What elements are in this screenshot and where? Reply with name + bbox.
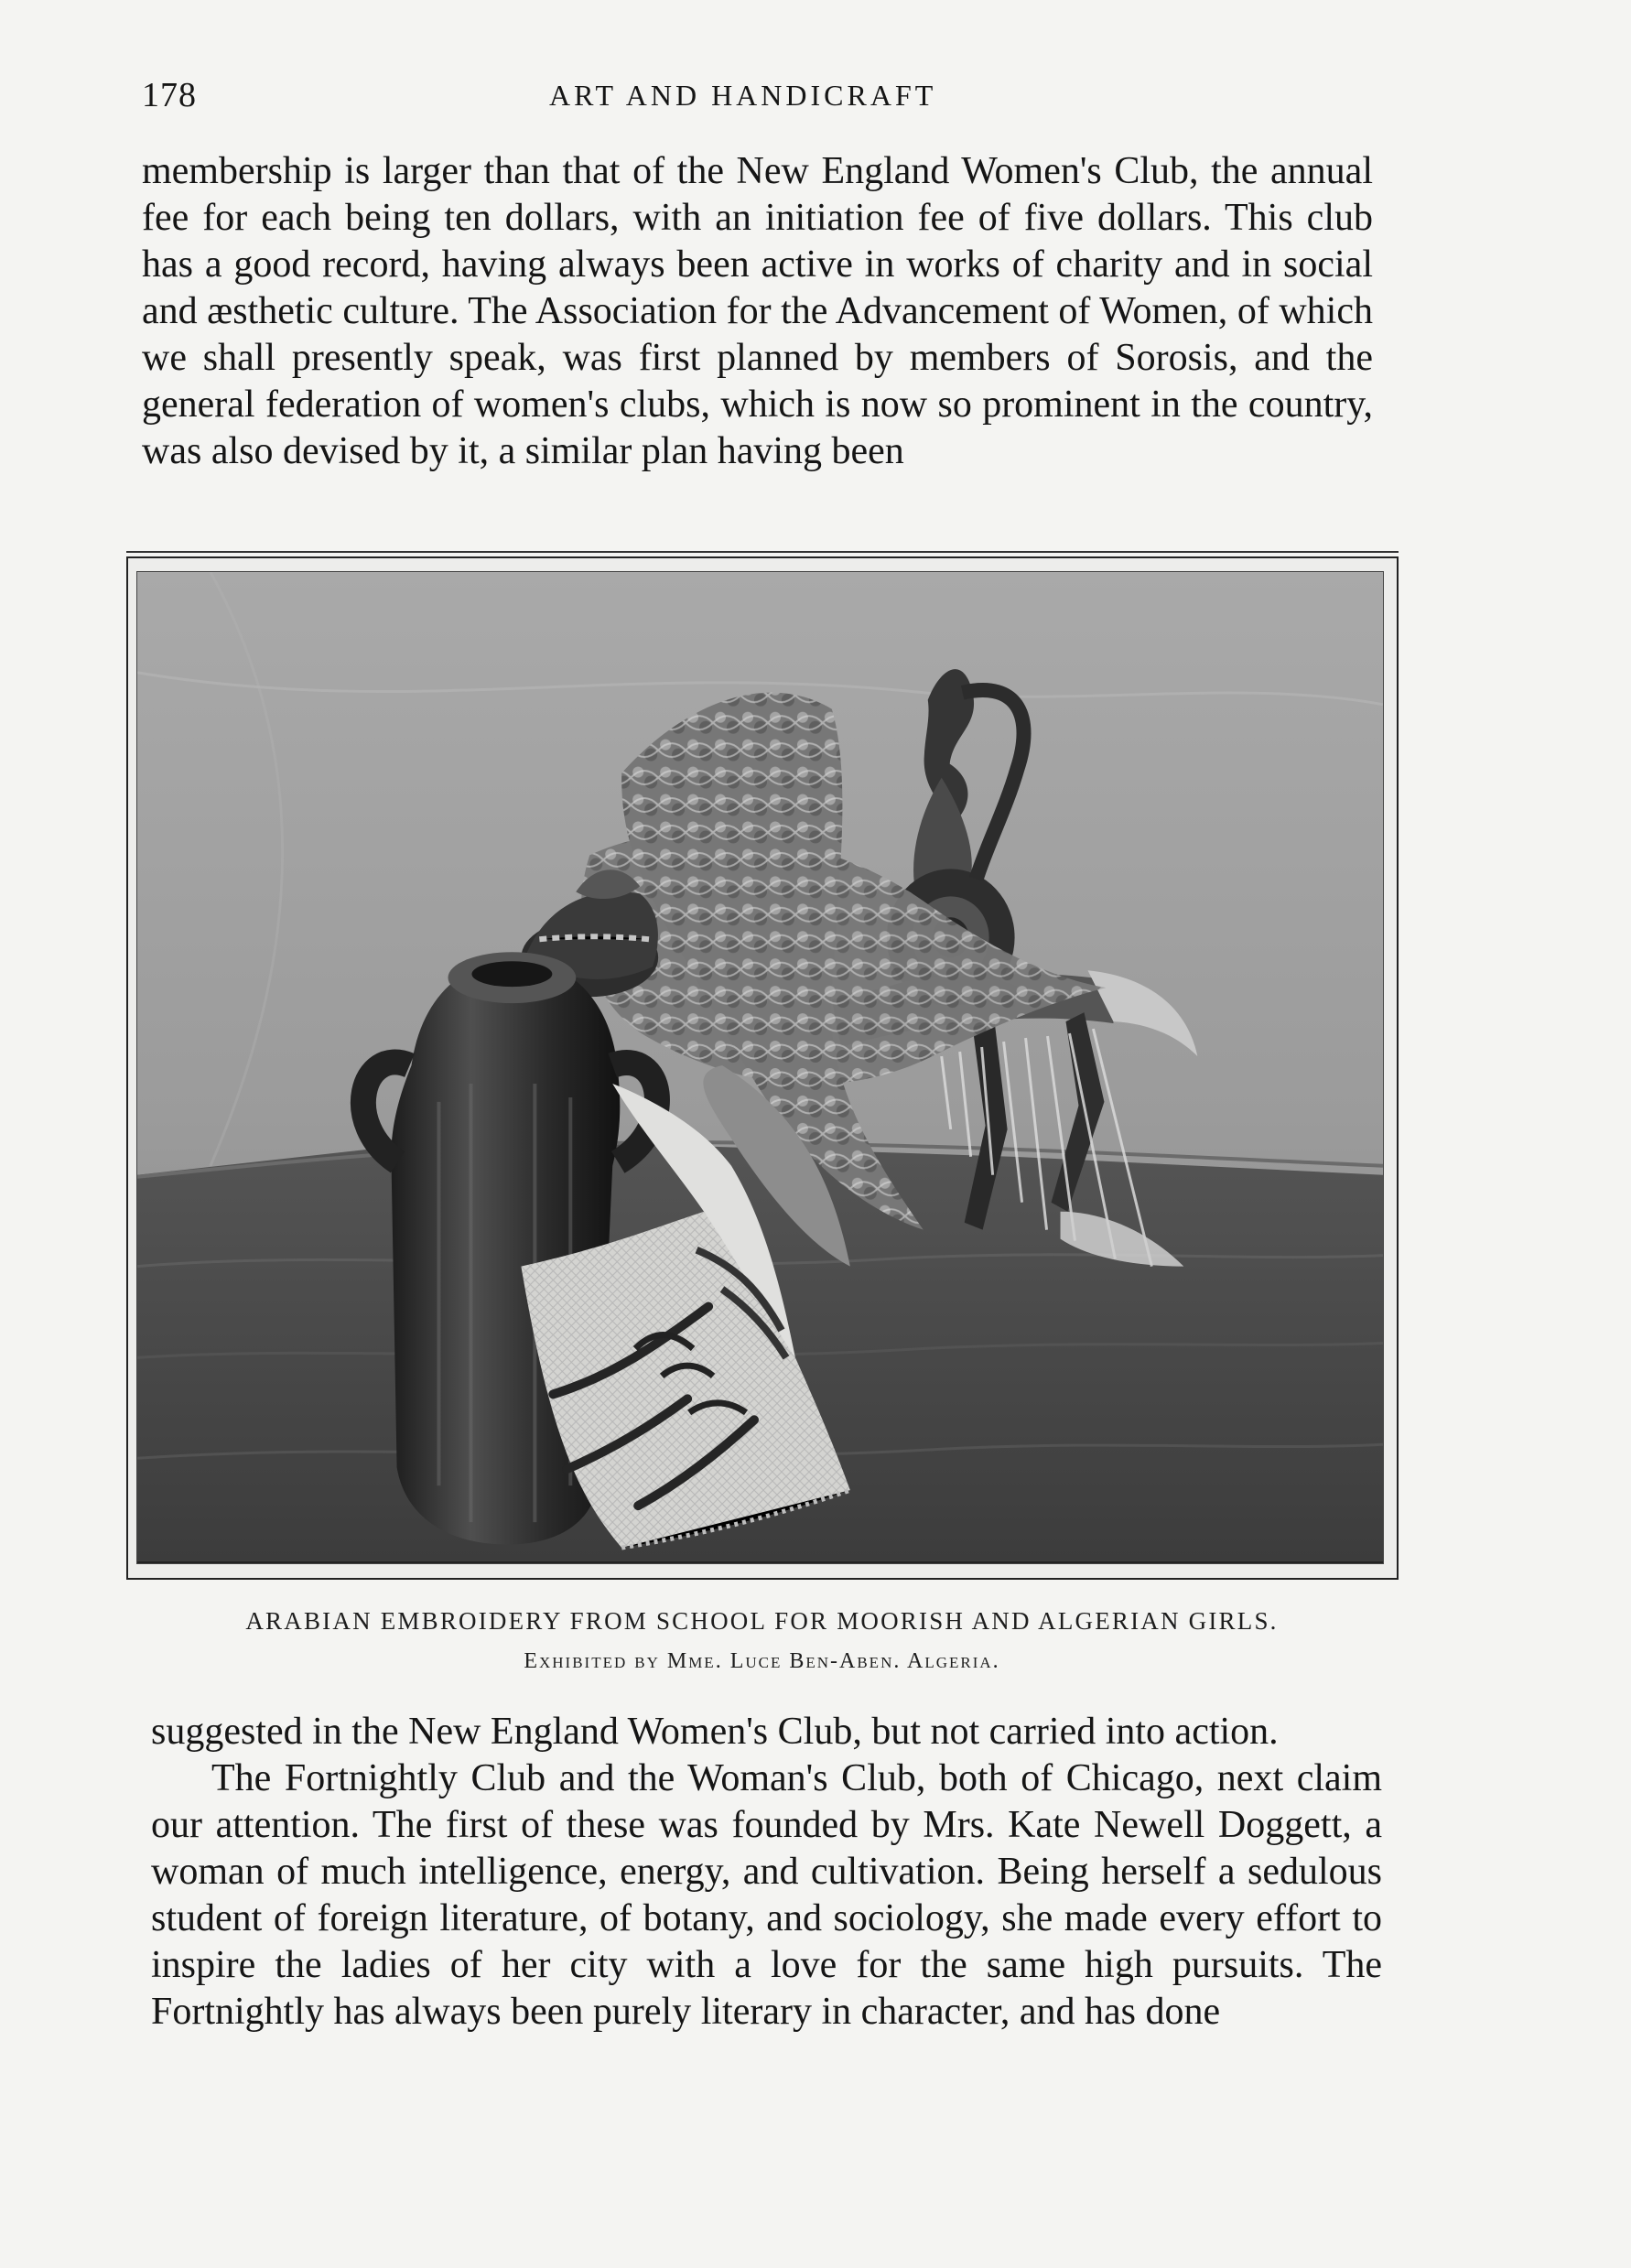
page-number: 178 [142,76,197,114]
plate-top-rule [126,551,1399,553]
top-paragraph: membership is larger than that of the New England Women's Club, the annual fee for each being ten dollars, with an initiation fee of five dollars. This club has a good record, having always been active in works of charity and in social and æsthetic culture. The Association for the Advancement of Women, of which we shall presently speak, was first planned by members of Sorosis, and the general federation of women's clubs, which is now so prominent in the country, was also devised by it, a similar plan having been [142,150,1373,472]
bottom-text-block [151,1709,1382,2036]
bottom-paragraph-fortnightly: The Fortnightly Club and the Woman's Club, both of Chicago, next claim our attention. The first of these was founded by Mrs. Kate Newell Doggett, a woman of much intelligence, energy, and cultivation. Being herself a sedulous student of foreign literature, of botany, and sociology, she made every effort to inspire the ladies of her city with a love for the same high pursuits. The Fortnightly has always been purely literary in character, and has done [151,1757,1382,2033]
running-title: ART AND HANDICRAFT [549,79,937,112]
figure-caption-line-1: ARABIAN EMBROIDERY FROM SCHOOL FOR MOORISH AND ALGERIAN GIRLS. [245,1607,1279,1635]
top-text-block [142,148,1373,475]
figure-caption-line-2: Exhibited by Mme. Luce Ben-Aben. Algeria. [524,1649,1000,1673]
bottom-paragraph-continuation: suggested in the New England Women's Club, but not carried into action. [151,1711,1279,1753]
arabian-embroidery-photograph [136,571,1384,1564]
